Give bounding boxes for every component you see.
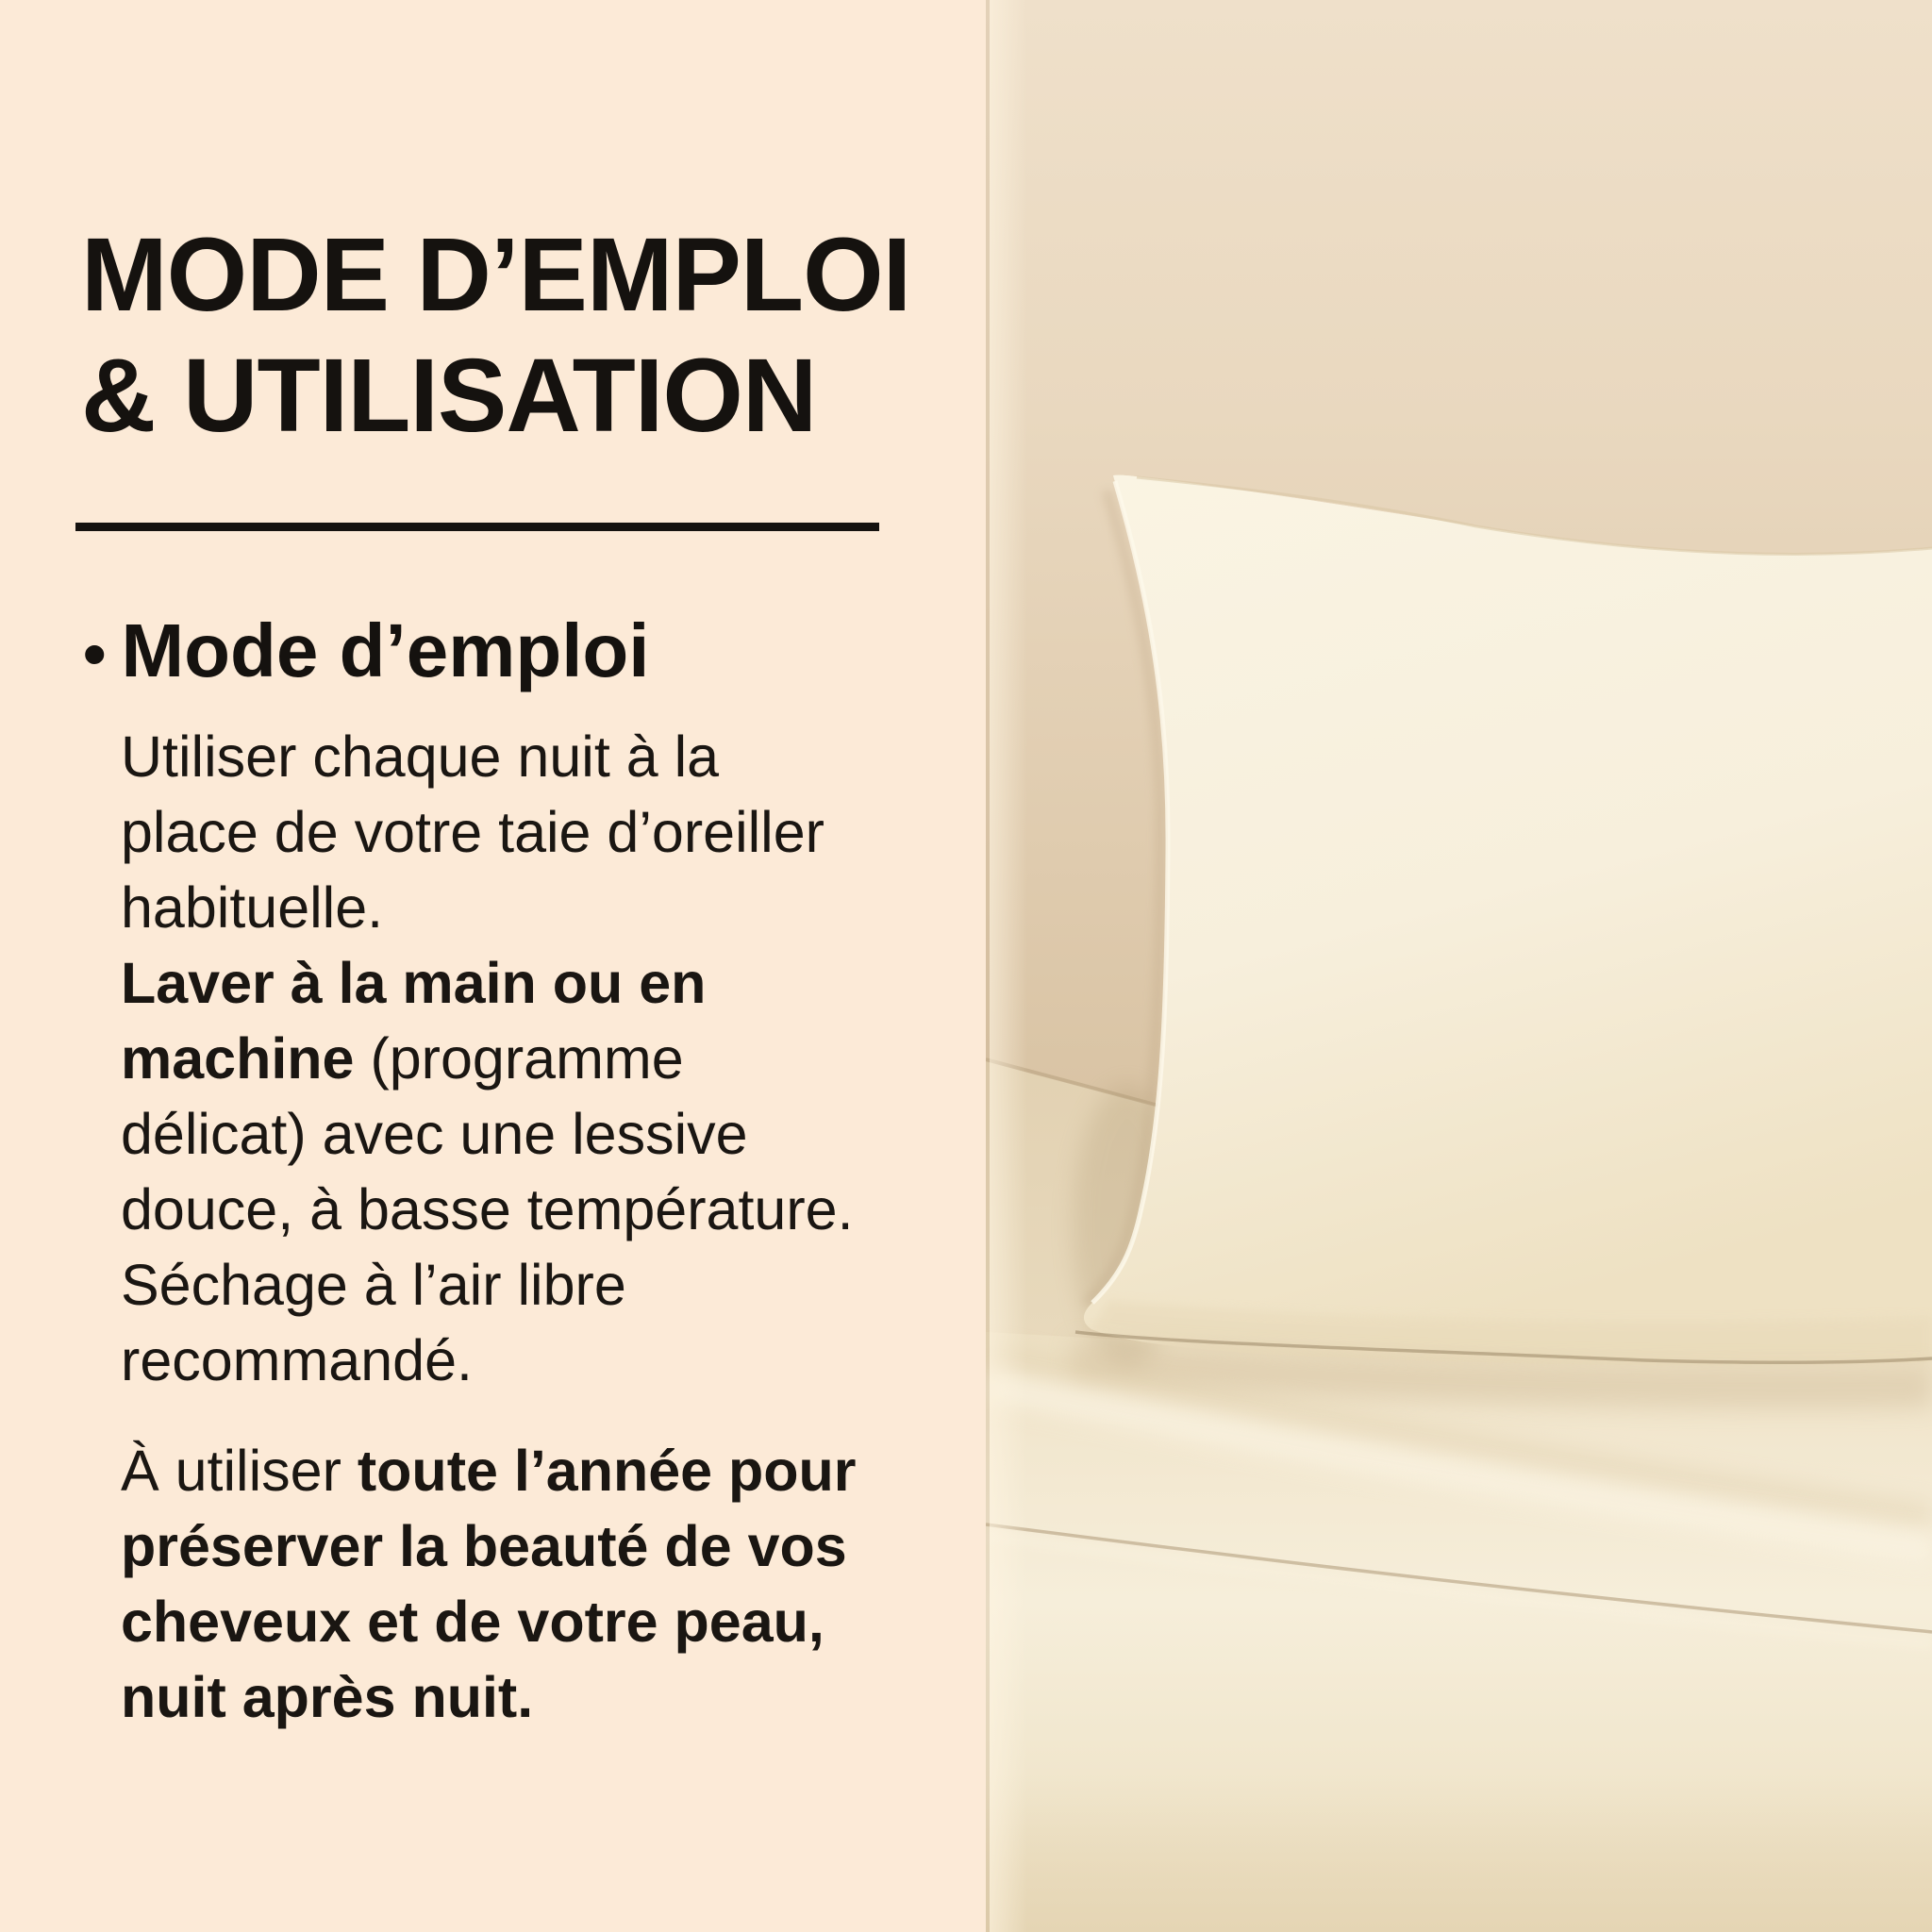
text-line: préserver la beauté de vos — [121, 1514, 847, 1578]
text-line: nuit après nuit. — [121, 1665, 534, 1729]
bedroom-photo-illustration — [986, 0, 1932, 1932]
text-line: machine (programme — [121, 1026, 684, 1091]
page-title — [81, 215, 910, 457]
section-heading — [83, 610, 650, 694]
text-line: Laver à la main ou en — [121, 951, 707, 1015]
benefit-paragraph — [121, 1433, 857, 1735]
text-line: douce, à basse température. — [121, 1177, 854, 1241]
text-line: cheveux et de votre peau, — [121, 1590, 824, 1654]
divider-line — [75, 523, 879, 531]
title-line-1: MODE D’EMPLOI — [81, 217, 911, 333]
bullet-icon: • — [83, 617, 107, 691]
usage-paragraph — [121, 719, 854, 1398]
pillow — [1084, 475, 1932, 1366]
text-line: recommandé. — [121, 1328, 473, 1392]
text-line: place de votre taie d’oreiller — [121, 800, 824, 864]
wall-corner-crease — [986, 0, 990, 1932]
section-heading-label: Mode d’emploi — [121, 608, 650, 692]
text-line: habituelle. — [121, 875, 384, 940]
wall-corner-highlight — [990, 0, 1027, 1932]
title-line-2: & UTILISATION — [81, 338, 817, 454]
text-line: Utiliser chaque nuit à la — [121, 724, 720, 789]
text-line: délicat) avec une lessive — [121, 1102, 748, 1166]
bottom-vignette — [986, 1774, 1932, 1932]
text-line: À utiliser toute l’année pour — [121, 1439, 857, 1503]
product-photo — [986, 0, 1932, 1932]
text-line: Séchage à l’air libre — [121, 1253, 626, 1317]
